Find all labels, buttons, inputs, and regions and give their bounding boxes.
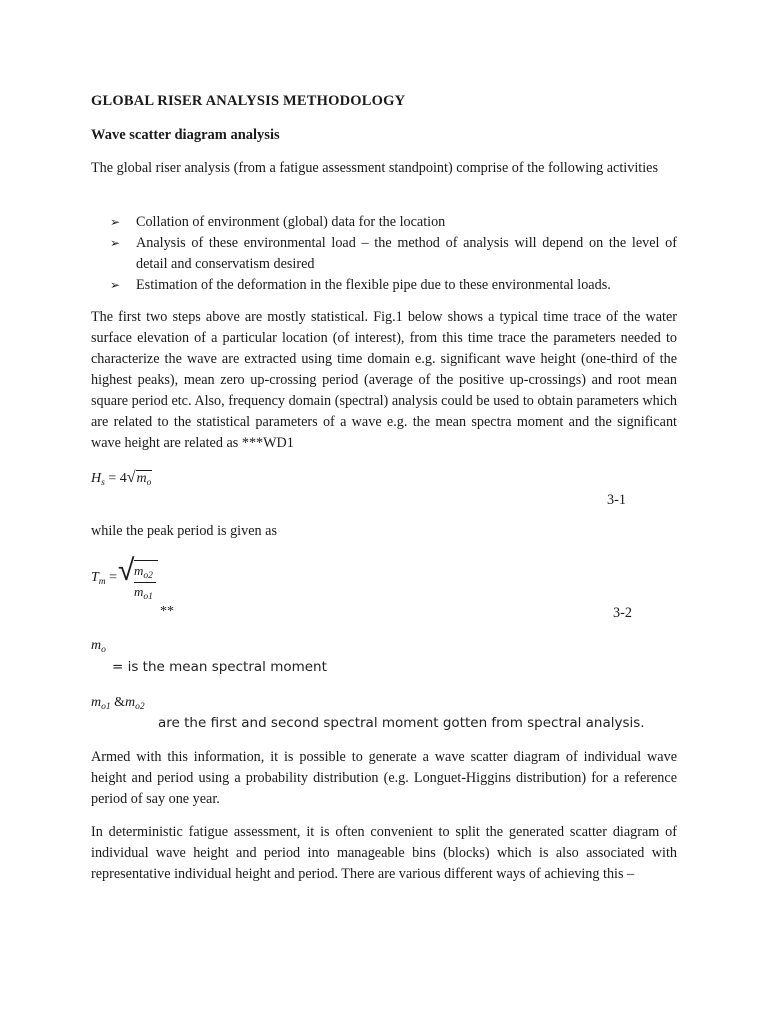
equation-significant-wave-height: $H_s = 4√m_o$	[91, 469, 152, 488]
sqrt-sign-icon: √	[118, 553, 135, 588]
list-item: ➢ Estimation of the deformation in the flexible pipe due to these environmental loads.	[110, 275, 677, 296]
intro-paragraph: The global riser analysis (from a fatigue assessment standpoint) comprise of the following activities	[91, 160, 658, 176]
list-item: ➢ Collation of environment (global) data for the location	[110, 212, 677, 233]
fraction-denominator: $m_{o1}$	[134, 584, 153, 602]
fraction-numerator: $m_{o2}$	[134, 563, 153, 581]
symbol-first-second-moments: $m_{o1}$ $\&m_{o2}$	[91, 695, 145, 712]
sqrt-overline	[134, 560, 158, 561]
symbol-mean-moment: $m_o$	[91, 638, 106, 655]
equation-number-3-1: 3-1	[607, 492, 626, 508]
moments-definition: are the first and second spectral moment gotten from spectral analysis.	[158, 715, 645, 731]
arrow-bullet-icon: ➢	[110, 215, 121, 229]
equation-peak-period: $T_m$ =	[91, 570, 118, 587]
equation-number-3-2: 3-2	[613, 605, 632, 621]
peak-period-text: while the peak period is given as	[91, 523, 277, 539]
bullet-list	[110, 212, 677, 296]
arrow-bullet-icon: ➢	[110, 278, 121, 292]
section-heading: Wave scatter diagram analysis	[91, 127, 280, 143]
scatter-diagram-paragraph: Armed with this information, it is possible to generate a wave scatter diagram of individual wave height and period using a probability distribution (e.g. Longuet-Higgins distribution) for a reference period of say one year.	[91, 749, 677, 807]
page-title: GLOBAL RISER ANALYSIS METHODOLOGY	[91, 93, 406, 109]
statistics-paragraph: The first two steps above are mostly statistical. Fig.1 below shows a typical time trace of the water surface elevation of a particular location (of interest), from this time trace the parameters needed to characterize the wave are extracted using time domain e.g. significant wave height (one-third of the highest peaks), mean zero up-crossing period (average of the positive up-crossings) and root mean square period etc. Also, frequency domain (spectral) analysis could be used to obtain parameters which are related to the statistical parameters of a wave e.g. the mean spectra moment and the significant wave height are related as ***WD1	[91, 309, 677, 451]
arrow-bullet-icon: ➢	[110, 236, 121, 250]
list-item: ➢ Analysis of these environmental load – the method of analysis will depend on the level of detail and conservatism desired	[110, 235, 677, 272]
deterministic-fatigue-paragraph: In deterministic fatigue assessment, it is often convenient to split the generated scatter diagram of individual wave height and period into manageable bins (blocks) which is also associated with representative individual height and period. There are various different ways of achieving this –	[91, 824, 677, 882]
mean-moment-definition: = is the mean spectral moment	[112, 659, 327, 675]
fraction-bar	[134, 582, 156, 583]
equation-stars: **	[160, 604, 174, 619]
